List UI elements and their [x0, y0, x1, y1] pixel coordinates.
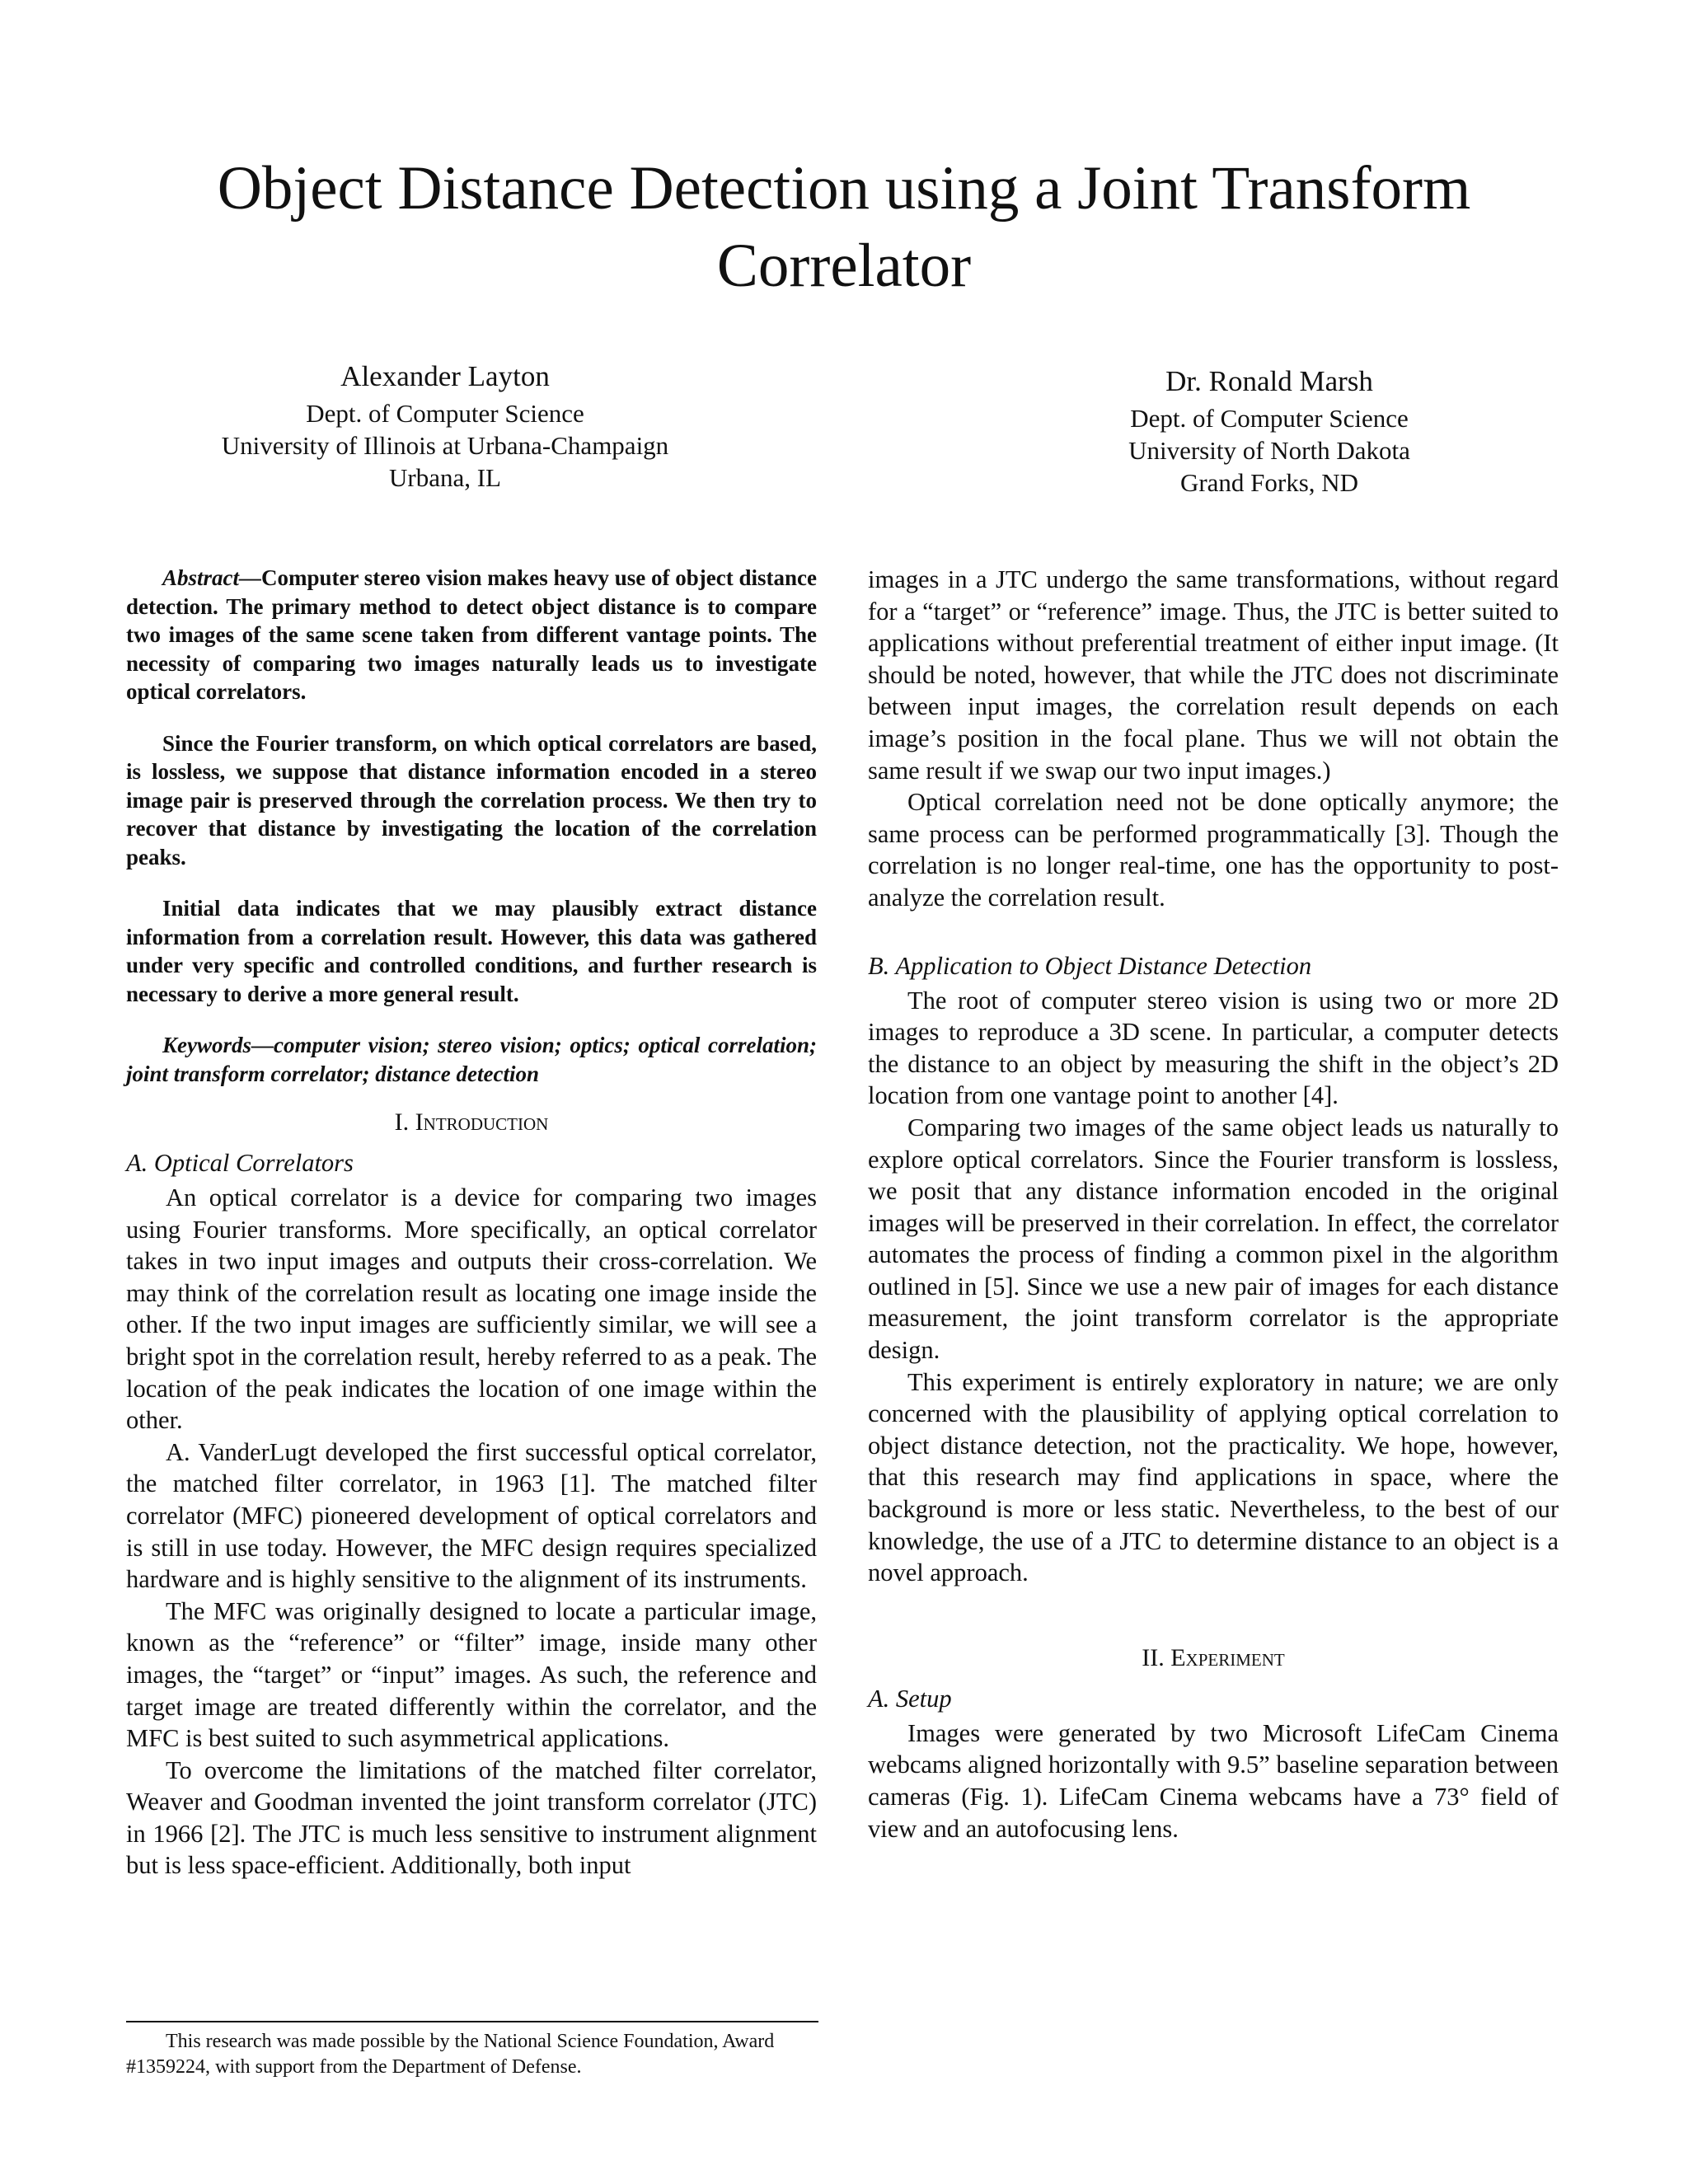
body-paragraph: A. VanderLugt developed the first successful optical correlator, the matched filter correlator, in 1963 [1]. The matched filter correlator (MFC) pioneered development of optical correlators and is still in use today. However, the MFC design requires specialized hardware and is highly sensitive to the alignment of its instruments.	[126, 1437, 817, 1594]
author-name: Alexander Layton	[340, 360, 550, 392]
body-paragraph: Optical correlation need not be done optically anymore; the same process can be performed programmatically [3]. Though the correlation is no longer real-time, one has the opportunity to post-analyze the correlation result.	[868, 788, 1559, 912]
keywords: Keywords—computer vision; stereo vision; optics; optical correlation; joint transform correlator; distance detection	[126, 1033, 817, 1086]
body-paragraph: The root of computer stereo vision is using two or more 2D images to reproduce a 3D scene. In particular, a computer detects the distance to an object by measuring the shift in the object’s 2D location from one vantage point to another [4].	[868, 986, 1559, 1110]
subsection-optical-correlators: A. Optical Correlators	[126, 1149, 354, 1177]
author-location: Grand Forks, ND	[1179, 468, 1359, 497]
body-paragraph-continued: images in a JTC undergo the same transformations, without regard for a “target” or “reference” image. Thus, the JTC is better suited to applications without preferential treatment of either input image. (It should be noted, however, that while the JTC does not discriminate between input images, the correlation result depends on each image’s position in the focal plane. Thus we will not obtain the same result if we swap our two input images.)	[868, 565, 1559, 785]
body-paragraph: To overcome the limitations of the matched filter correlator, Weaver and Goodman invented the joint transform correlator (JTC) in 1966 [2]. The JTC is much less sensitive to instrument alignment but is less space-efficient. Additionally, both input	[126, 1755, 817, 1880]
right-column	[868, 564, 1559, 1844]
author-location: Urbana, IL	[389, 463, 501, 492]
author-name: Dr. Ronald Marsh	[1165, 365, 1373, 397]
author-university: University of North Dakota	[1128, 436, 1410, 465]
author-block-1	[124, 358, 767, 494]
spacer	[868, 914, 1559, 950]
body-paragraph: The MFC was originally designed to locate a particular image, known as the “reference” or “filter” image, inside many other images, the “target” or “input” images. As such, the reference and target image are treated differently within the correlator, and the MFC is best suited to such asymmetrical applications.	[126, 1596, 817, 1753]
abstract-text-1: Computer stereo vision makes heavy use of object distance detection. The primary method to detect object distance is to compare two images of the same scene taken from different vantage points. The necessity of comparing two images naturally leads us to investigate optical correlators.	[126, 565, 817, 704]
author-university: University of Illinois at Urbana-Champaign	[221, 431, 669, 460]
author-dept: Dept. of Computer Science	[306, 399, 584, 428]
footnote: This research was made possible by the National Science Foundation, Award #1359224, with support from the Department of Defense.	[126, 2031, 775, 2078]
author-dept: Dept. of Computer Science	[1130, 404, 1409, 433]
abstract-paragraph-1	[126, 564, 817, 706]
paper-title: Object Distance Detection using a Joint Transform Correlator	[217, 154, 1471, 300]
subsection-setup: A. Setup	[868, 1684, 952, 1713]
subsection-application: B. Application to Object Distance Detection	[868, 951, 1312, 980]
section-heading-experiment: II. Experiment	[1142, 1643, 1285, 1671]
body-paragraph: This experiment is entirely exploratory in nature; we are only concerned with the plausibility of applying optical correlation to object distance detection, not the practicality. We hope, however, that this research may find applications in space, where the background is more or less static. Nevertheless, to the best of our knowledge, the use of a JTC to determine distance to an object is a novel approach.	[868, 1367, 1559, 1587]
body-paragraph: Images were generated by two Microsoft LifeCam Cinema webcams aligned horizontally with 9.5” baseline separation between cameras (Fig. 1). LifeCam Cinema webcams have a 73° field of view and an autofocusing lens.	[868, 1718, 1559, 1843]
body-paragraph: Comparing two images of the same object leads us naturally to explore optical correlators. Since the Fourier transform is lossless, we posit that any distance information encoded in the original images will be preserved in their correlation. In effect, the correlator automates the process of finding a common pixel in the algorithm outlined in [5]. Since we use a new pair of images for each distance measurement, the joint transform correlator is the appropriate design.	[868, 1113, 1559, 1365]
abstract-lead: Abstract—	[162, 565, 262, 590]
left-column	[126, 564, 817, 1882]
spacer	[868, 1589, 1559, 1642]
body-paragraph: An optical correlator is a device for comparing two images using Fourier transforms. More specifically, an optical correlator takes in two input images and outputs their cross-correlation. We may think of the correlation result as locating one image inside the other. If the two input images are sufficiently similar, we will see a bright spot in the correlation result, hereby referred to as a peak. The location of the peak indicates the location of one image within the other.	[126, 1183, 817, 1435]
abstract-paragraph-2: Since the Fourier transform, on which optical correlators are based, is lossless, we suppose that distance information encoded in a stereo image pair is preserved through the correlation process. We then try to recover that distance by investigating the location of the correlation peaks.	[126, 730, 817, 869]
abstract-paragraph-3: Initial data indicates that we may plausibly extract distance information from a correlation result. However, this data was gathered under very specific and controlled conditions, and further research is necessary to derive a more general result.	[126, 896, 817, 1006]
footnote-rule	[126, 2021, 818, 2022]
section-heading-introduction: I. Introduction	[394, 1108, 549, 1136]
author-block-2	[948, 363, 1591, 499]
